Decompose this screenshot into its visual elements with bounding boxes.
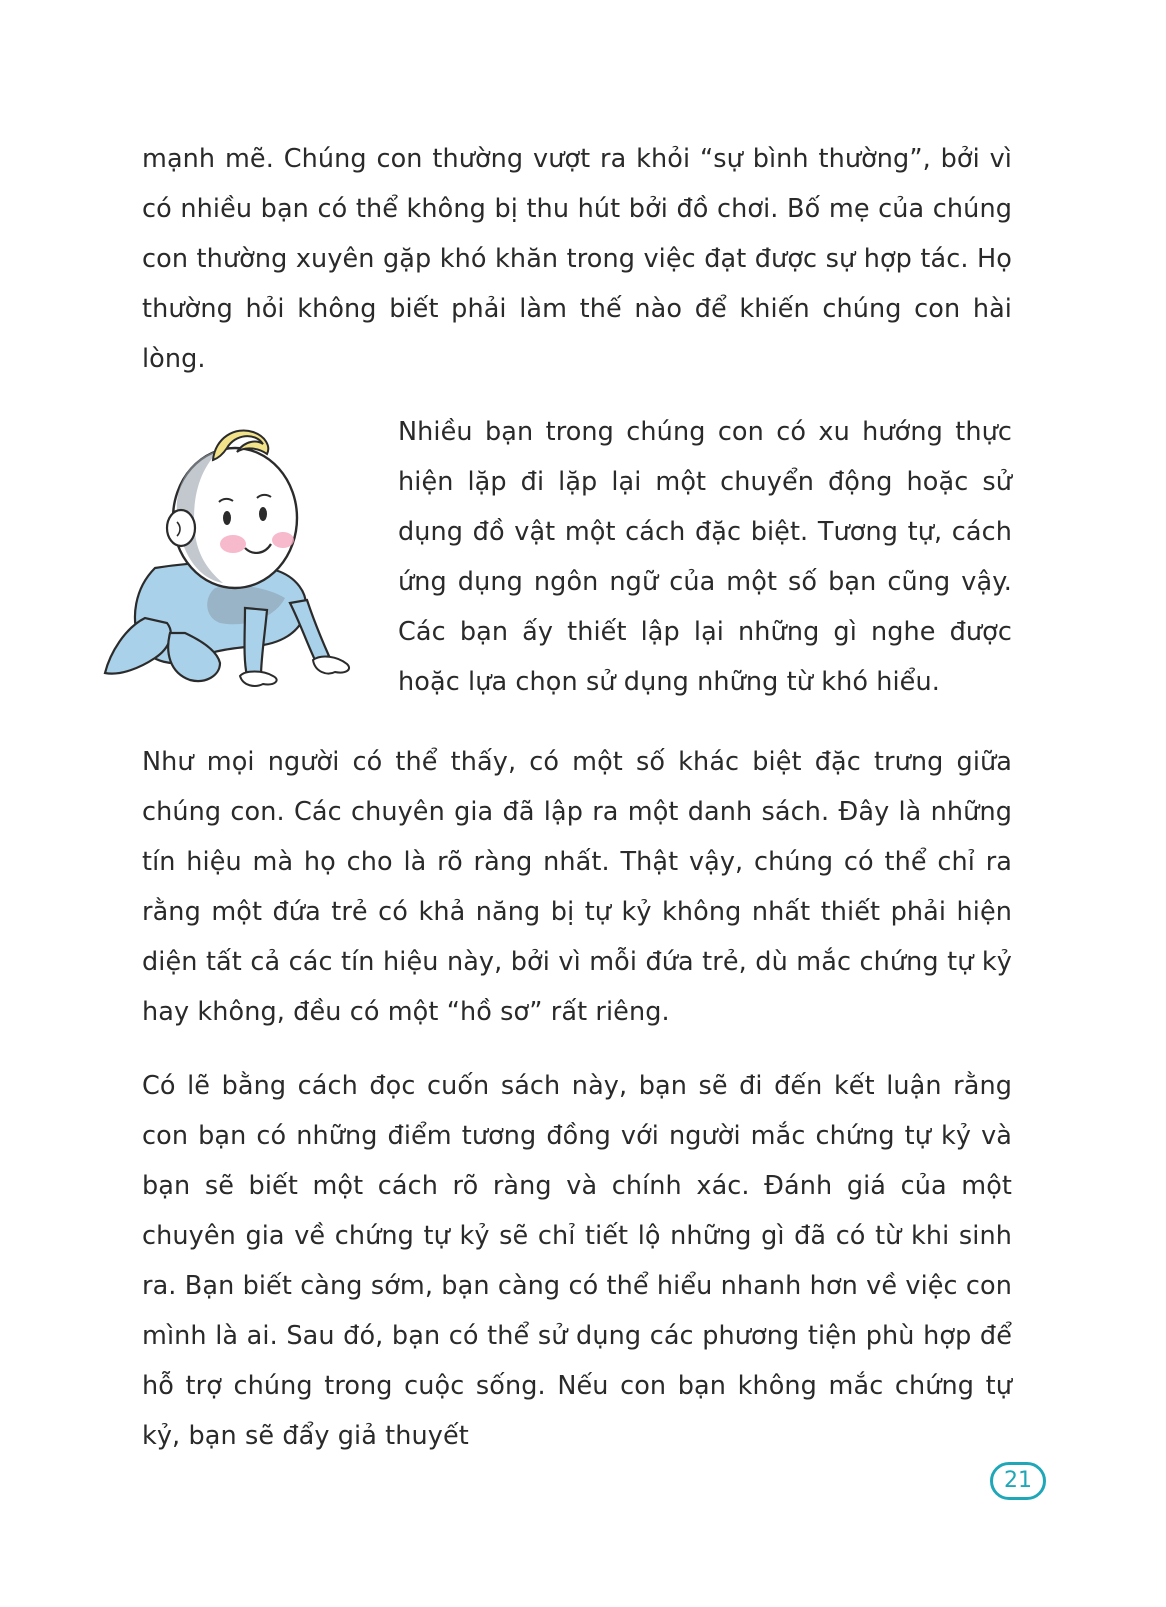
crawling-baby-illustration xyxy=(95,418,363,700)
paragraph-4: Có lẽ bằng cách đọc cuốn sách này, bạn sẽ đi đến kết luận rằng con bạn có những điểm tương đồng với người mắc chứng tự kỷ và bạn sẽ biết một cách rõ ràng và chính xác. Đánh giá của một chuyên gia về chứng tự kỷ sẽ chỉ tiết lộ những gì đã có từ khi sinh ra. Bạn biết càng sớm, bạn càng có thể hiểu nhanh hơn về việc con mình là ai. Sau đó, bạn có thể sử dụng các phương tiện phù hợp để hỗ trợ chúng trong cuộc sống. Nếu con bạn không mắc chứng tự kỷ, bạn sẽ đẩy giả thuyết xyxy=(142,1071,1012,1451)
page-number: 21 xyxy=(1004,1468,1032,1493)
paragraph-1: mạnh mẽ. Chúng con thường vượt ra khỏi “sự bình thường”, bởi vì có nhiều bạn có thể không bị thu hút bởi đồ chơi. Bố mẹ của chúng con thường xuyên gặp khó khăn trong việc đạt được sự hợp tác. Họ thường hỏi không biết phải làm thế nào để khiến chúng con hài lòng. xyxy=(142,144,1012,374)
paragraph-2: Nhiều bạn trong chúng con có xu hướng thực hiện lặp đi lặp lại một chuyển động hoặc sử dụng đồ vật một cách đặc biệt. Tương tự, cách ứng dụng ngôn ngữ của một số bạn cũng vậy. Các bạn ấy thiết lập lại những gì nghe được hoặc lựa chọn sử dụng những từ khó hiểu. xyxy=(398,417,1012,697)
page-number-badge xyxy=(990,1462,1046,1500)
paragraph-3: Như mọi người có thể thấy, có một số khác biệt đặc trưng giữa chúng con. Các chuyên gia đã lập ra một danh sách. Đây là những tín hiệu mà họ cho là rõ ràng nhất. Thật vậy, chúng có thể chỉ ra rằng một đứa trẻ có khả năng bị tự kỷ không nhất thiết phải hiện diện tất cả các tín hiệu này, bởi vì mỗi đứa trẻ, dù mắc chứng tự kỷ hay không, đều có một “hồ sơ” rất riêng. xyxy=(142,747,1012,1027)
